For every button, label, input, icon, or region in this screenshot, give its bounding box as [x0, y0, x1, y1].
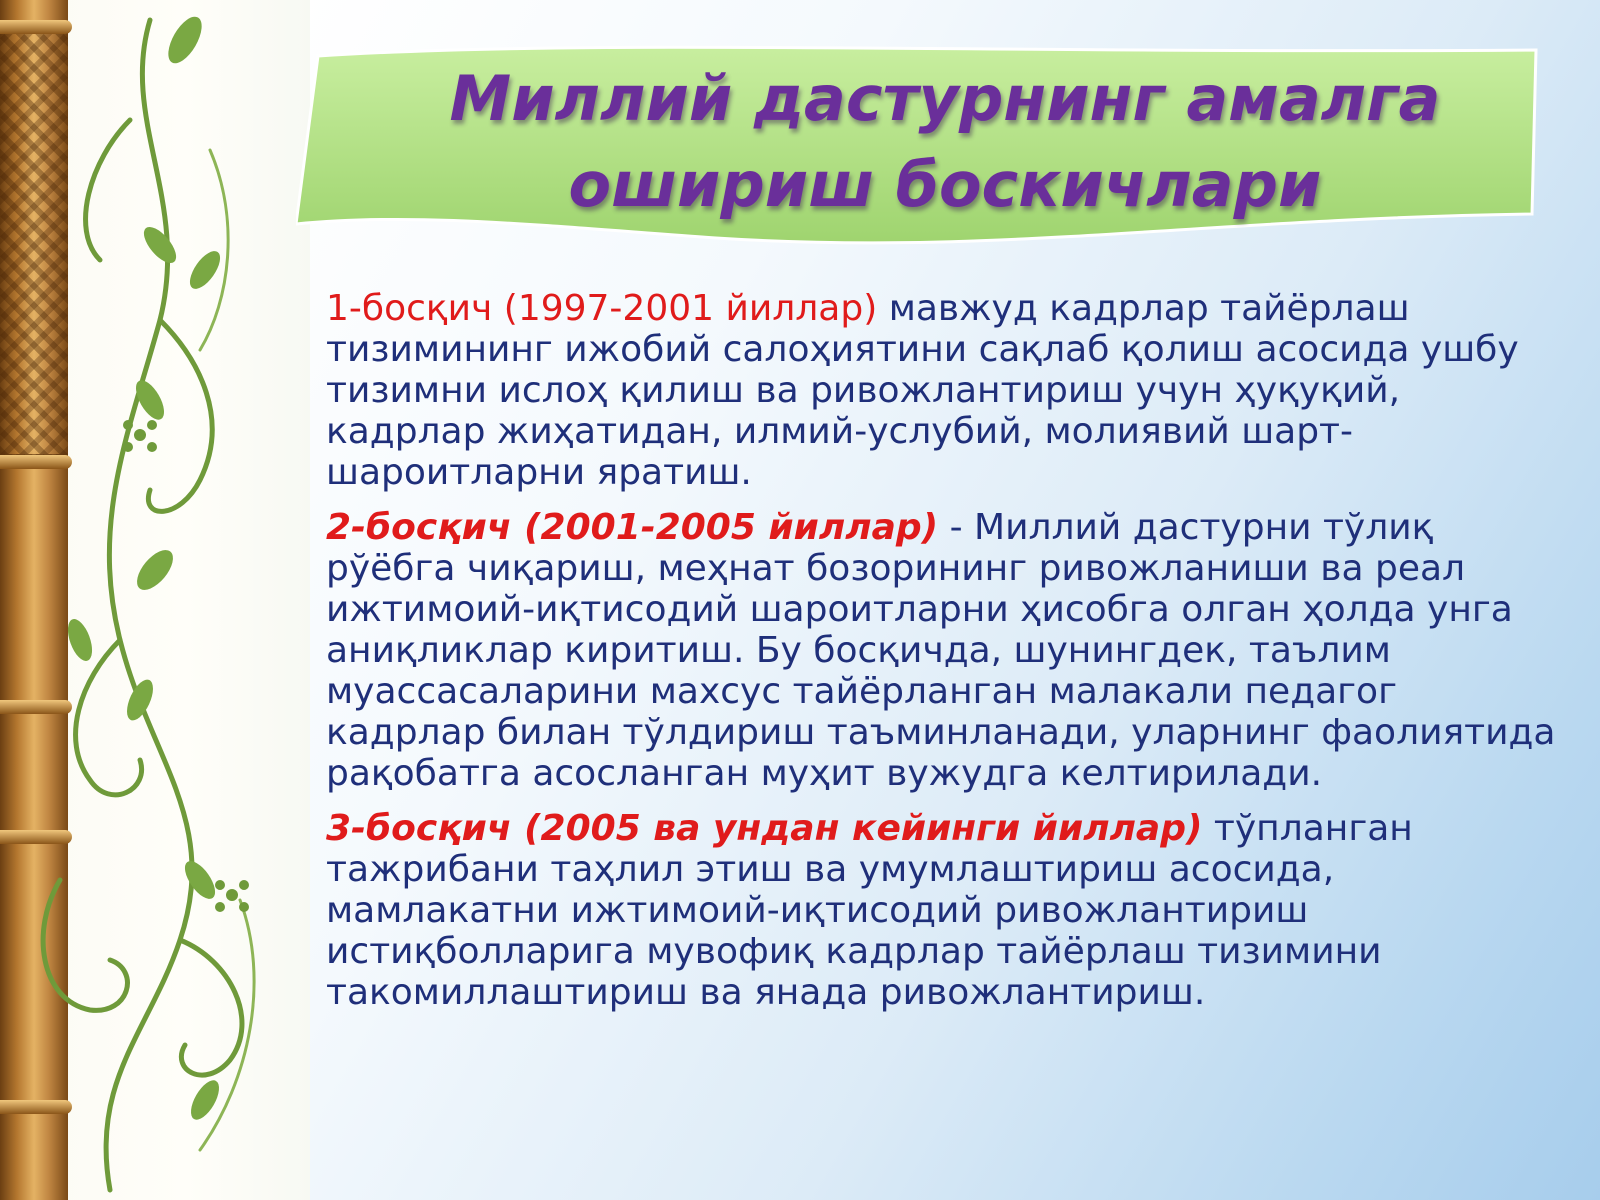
stage-3-paragraph [326, 808, 1566, 1013]
slide-title [380, 56, 1510, 228]
stage-2-label: 2-босқич (2001-2005 йиллар) [326, 507, 939, 548]
title-line-1: Миллий дастурнинг амалга [449, 62, 1441, 135]
title-line-2: ошириш боскичлари [568, 148, 1322, 221]
stage-1-paragraph [326, 288, 1566, 493]
stage-2-paragraph [326, 507, 1566, 794]
stage-2-text: - Миллий дастурни тўлиқ рўёбга чиқариш, меҳнат бозорининг ривожланиши ва реал ижтимоий-иқтисодий шароитларни ҳисобга олган ҳолда унга аниқликлар киритиш. Бу босқичда, шунингдек, таълим муассасаларини махсус тайёрланган малакали педагог кадрлар билан тўлдириш таъминланади, уларнинг фаолиятида рақобатга асосланган муҳит вужудга келтирилади. [326, 507, 1556, 794]
stages-content [326, 288, 1566, 1027]
stage-1-text: мавжуд кадрлар тайёрлаш тизимининг ижобий салоҳиятини сақлаб қолиш асосида ушбу тизимни ислоҳ қилиш ва ривожлантириш учун ҳуқуқий, кадрлар жиҳатидан, илмий-услубий, молиявий шарт-шароитларни яратиш. [326, 288, 1519, 493]
vine-decoration [0, 0, 310, 1200]
stage-3-label: 3-босқич (2005 ва ундан кейинги йиллар) [326, 808, 1203, 849]
stage-1-label: 1-босқич (1997-2001 йиллар) [326, 288, 878, 329]
stage-3-text: тўпланган тажрибани таҳлил этиш ва умумлаштириш асосида, мамлакатни ижтимоий-иқтисодий ривожлантириш истиқболларига мувофиқ кадрлар тайёрлаш тизимини такомиллаштириш ва янада ривожлантириш. [326, 808, 1413, 1013]
